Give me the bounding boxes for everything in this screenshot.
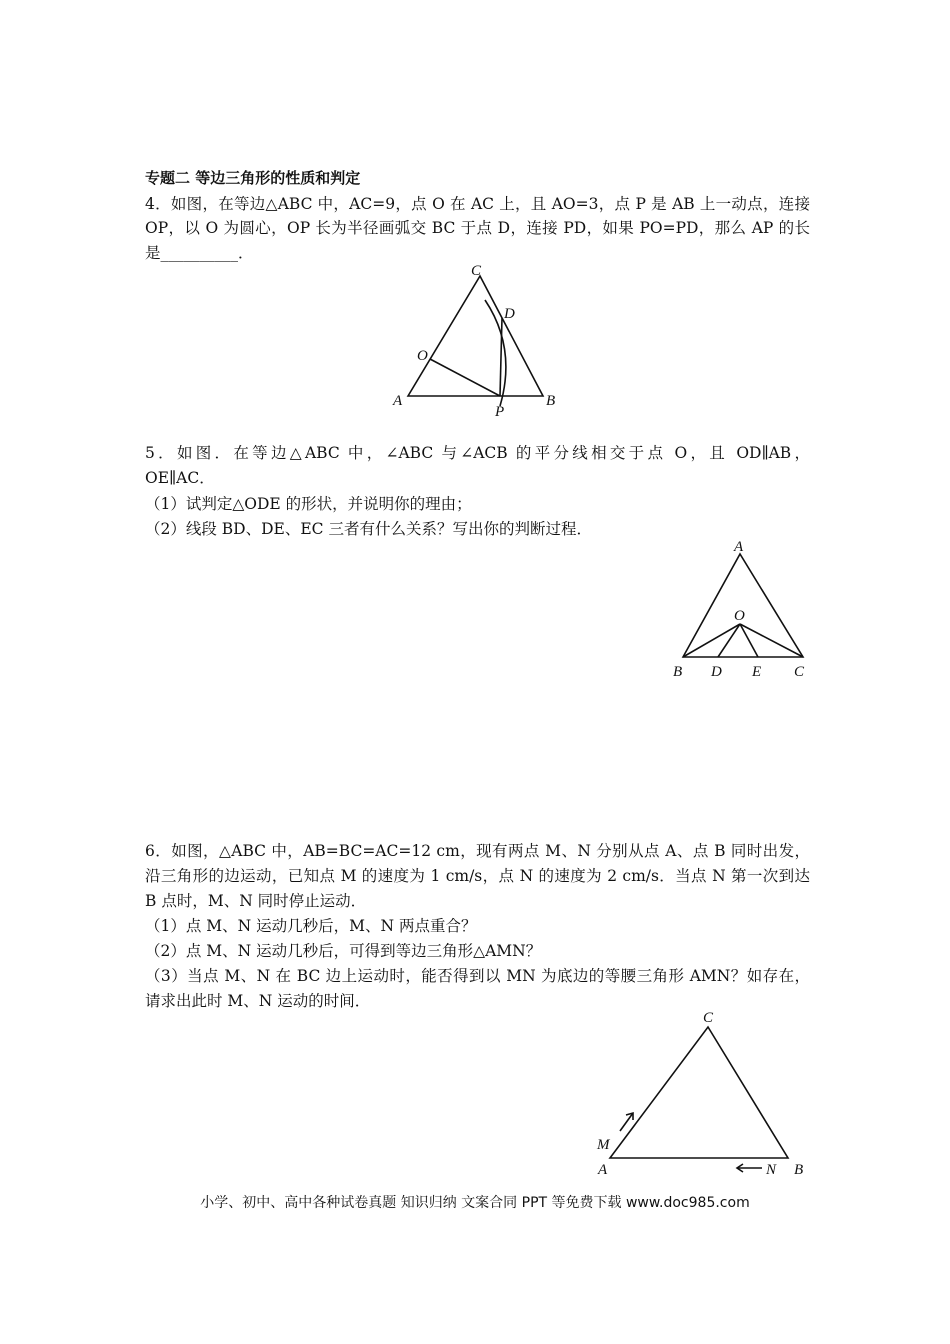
- q5-segment-od: [718, 624, 740, 657]
- q5-label-a: A: [734, 539, 744, 555]
- q4-line-1: 4．如图，在等边△ABC 中，AC=9，点 O 在 AC 上，且 AO=3，点 P 是 AB 上一动点，连接: [145, 195, 810, 213]
- q5-figure: [670, 535, 820, 685]
- q6-part-1: （1）点 M、N 运动几秒后，M、N 两点重合？: [145, 917, 477, 935]
- q6-label-c: C: [703, 1010, 714, 1026]
- q6-line-3: B 点时，M、N 同时停止运动．: [145, 892, 367, 910]
- q5-part-1: （1）试判定△ODE 的形状，并说明你的理由；: [145, 495, 472, 513]
- q6-part-3-line-1: （3）当点 M、N 在 BC 边上运动时，能否得到以 MN 为底边的等腰三角形 AMN？如存在，: [145, 967, 810, 985]
- q5-label-b: B: [673, 664, 683, 680]
- section-heading: 专题二 等边三角形的性质和判定: [145, 169, 361, 187]
- q6-arrow-n-icon: [737, 1164, 762, 1172]
- q4-label-a: A: [393, 393, 403, 409]
- q5-label-o: O: [734, 608, 745, 624]
- q5-part-2: （2）线段 BD、DE、EC 三者有什么关系？写出你的判断过程．: [145, 520, 592, 538]
- q6-triangle-abc: [610, 1027, 788, 1158]
- q4-triangle-abc: [408, 276, 543, 396]
- q6-line-2: 沿三角形的边运动，已知点 M 的速度为 1 cm/s，点 N 的速度为 2 cm/s．当点 N 第一次到达: [145, 867, 810, 885]
- q4-label-c: C: [471, 263, 482, 279]
- q5-line-1: 5．如图．在等边△ABC 中，∠ABC 与∠ACB 的平分线相交于点 O，且 OD∥AB，: [145, 444, 810, 462]
- q5-line-2: OE∥AC．: [145, 469, 215, 487]
- q4-line-3: 是__________．: [145, 244, 254, 262]
- q4-label-b: B: [546, 393, 556, 409]
- q4-line-2: OP，以 O 为圆心，OP 长为半径画弧交 BC 于点 D，连接 PD，如果 PO=PD，那么 AP 的长: [145, 219, 810, 237]
- q5-label-d: D: [711, 664, 722, 680]
- q6-line-1: 6．如图，△ABC 中，AB=BC=AC=12 cm，现有两点 M、N 分别从点 A、点 B 同时出发，: [145, 842, 810, 860]
- q4-label-d: D: [504, 306, 515, 322]
- q6-part-2: （2）点 M、N 运动几秒后，可得到等边三角形△AMN？: [145, 942, 542, 960]
- q4-figure: [385, 258, 565, 423]
- q6-label-b: B: [794, 1162, 804, 1178]
- q5-triangle-abc: [683, 554, 803, 657]
- q4-segment-op: [430, 359, 500, 396]
- q5-label-e: E: [752, 664, 762, 680]
- q5-label-c: C: [794, 664, 805, 680]
- q6-label-n: N: [766, 1162, 777, 1178]
- page-footer: 小学、初中、高中各种试卷真题 知识归纳 文案合同 PPT 等免费下载 www.doc985.com: [200, 1195, 750, 1211]
- q6-arrow-m-icon: [620, 1113, 633, 1131]
- q6-part-3-line-2: 请求出此时 M、N 运动的时间．: [145, 992, 371, 1010]
- q6-figure: [590, 1005, 820, 1190]
- q4-label-p: P: [495, 404, 505, 420]
- q6-label-m: M: [597, 1137, 610, 1153]
- q6-label-a: A: [598, 1162, 608, 1178]
- q4-label-o: O: [417, 348, 428, 364]
